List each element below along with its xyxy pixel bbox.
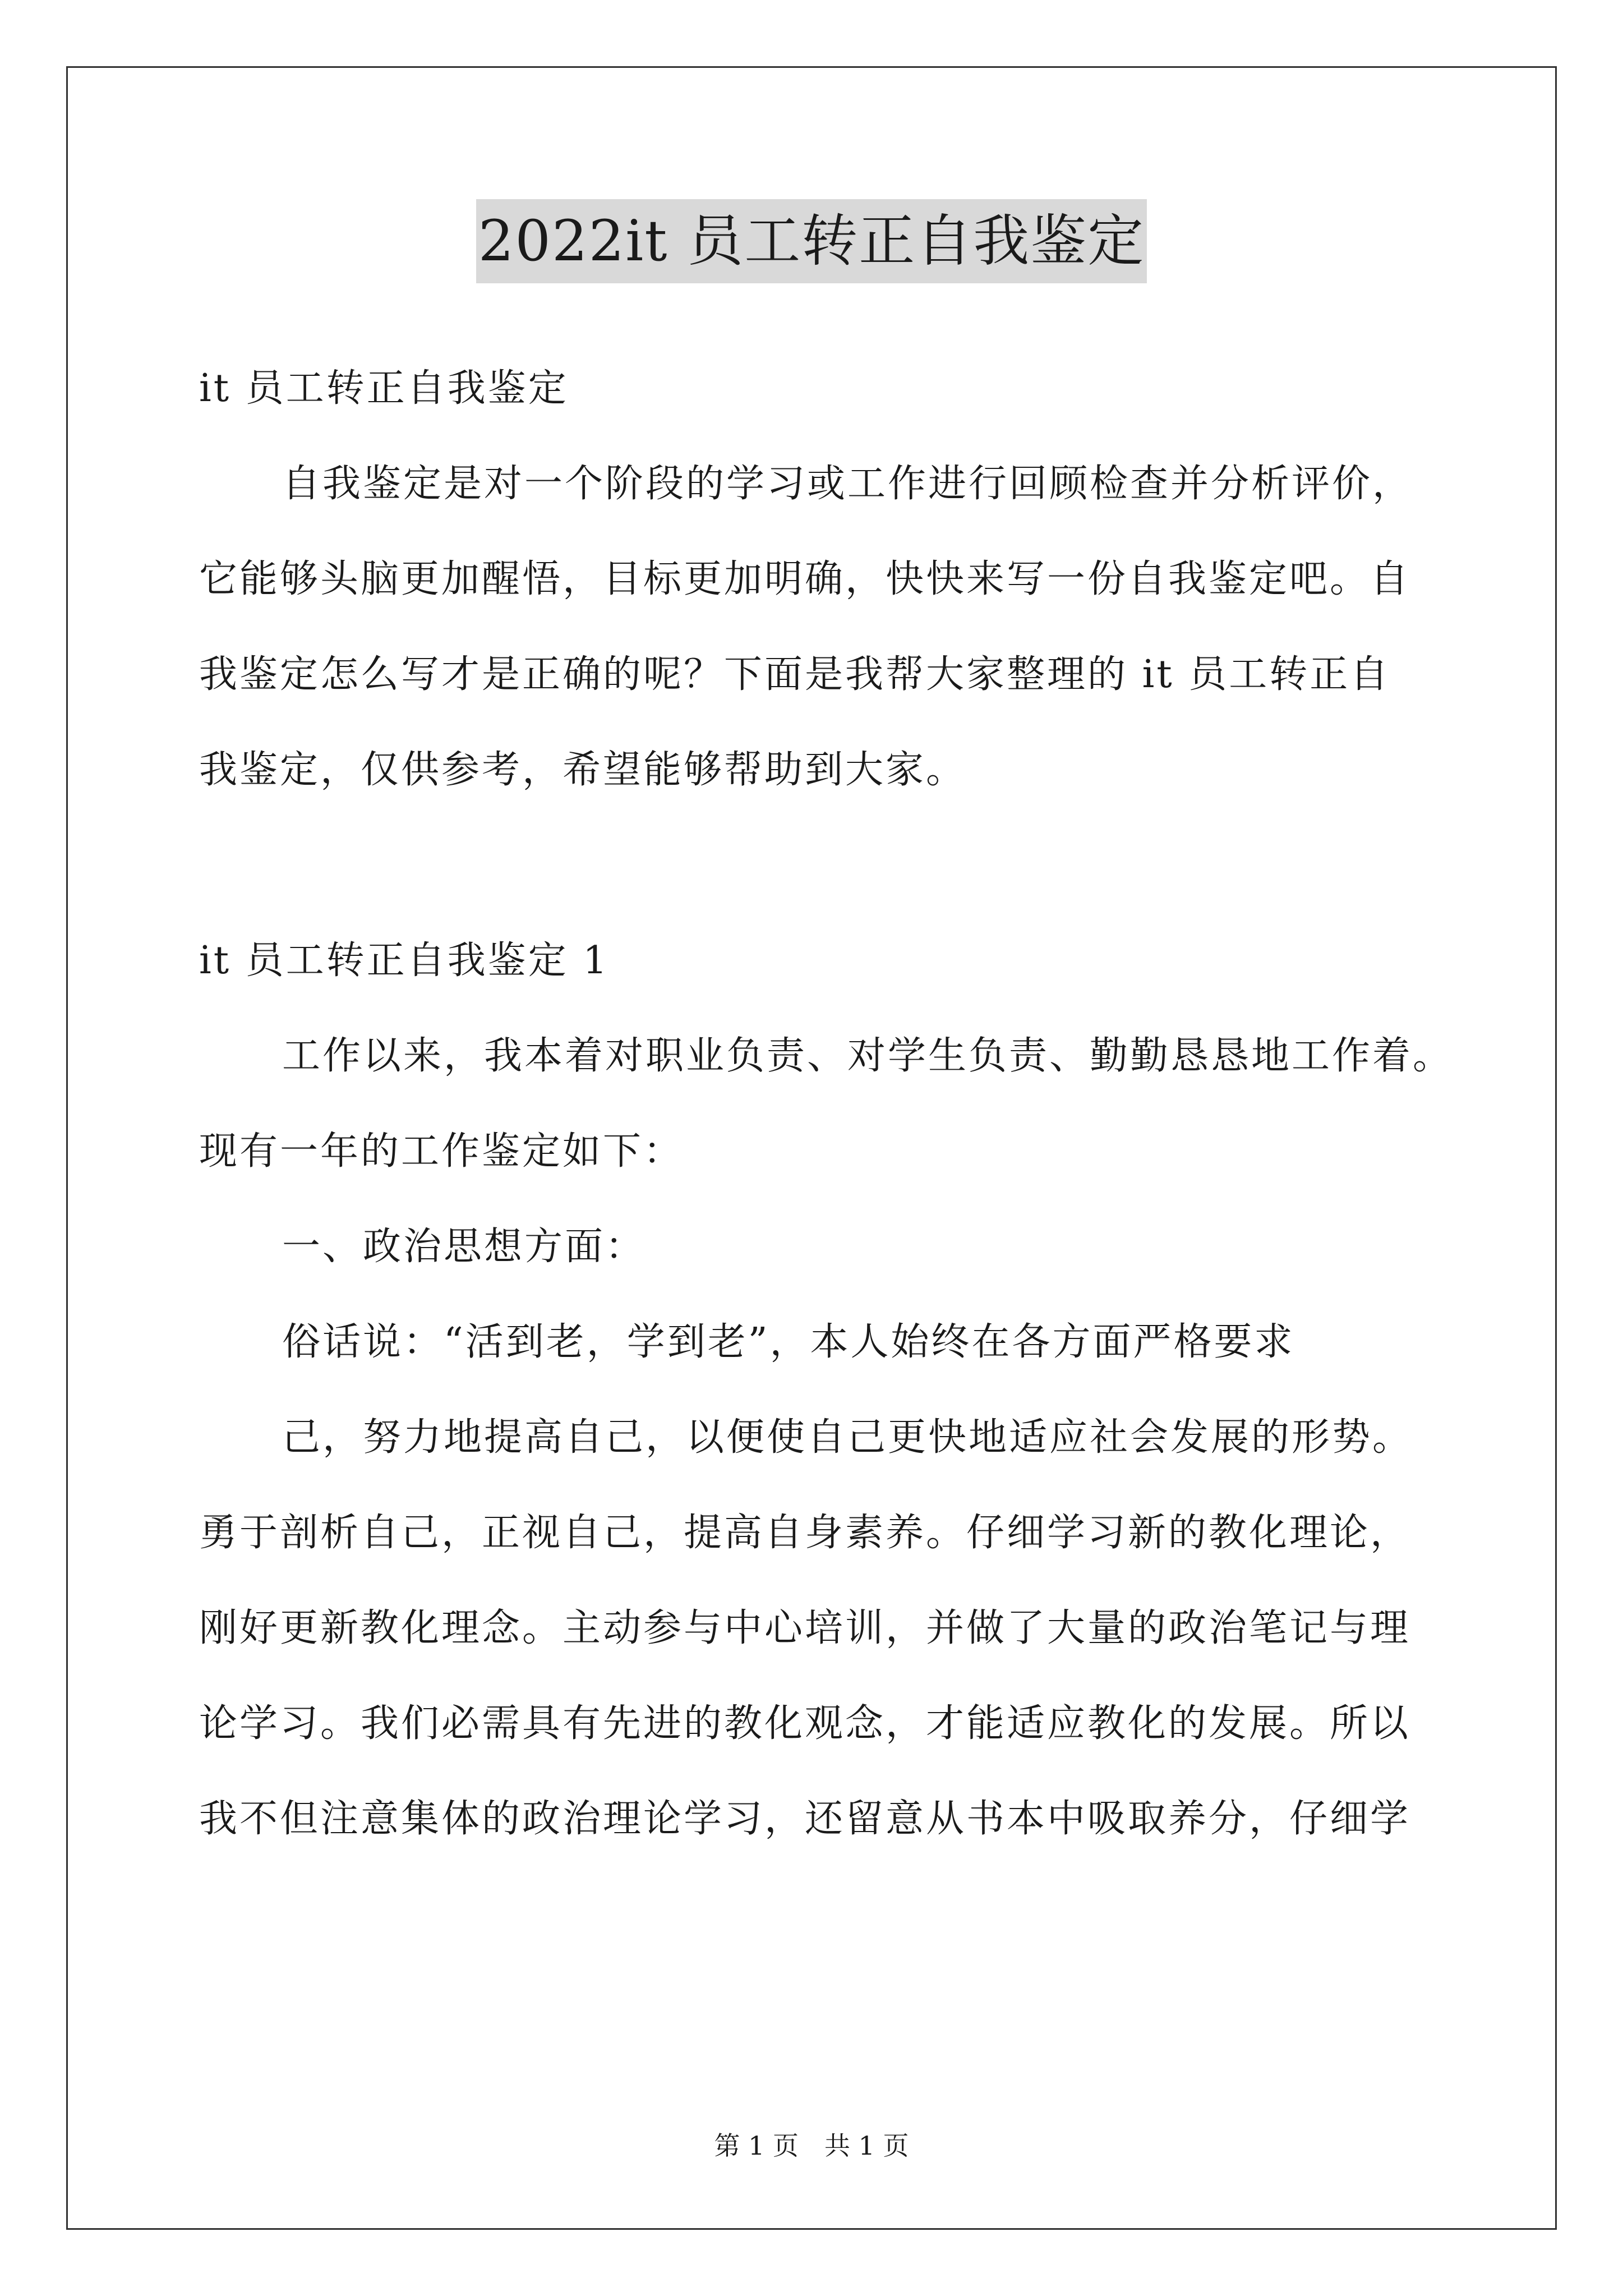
paragraph-gap: [199, 818, 1461, 913]
text-line: 一、政治思想方面：: [282, 1225, 646, 1269]
text-line: 我鉴定，仅供参考，希望能够帮助到大家。: [199, 748, 967, 792]
page-footer: 第 1 页 共 1 页: [714, 2131, 909, 2161]
text-line: 我不但注意集体的政治理论学习，还留意从书本中吸取养分，仔细学: [199, 1797, 1411, 1841]
text-line: 刚好更新教化理念。主动参与中心培训，并做了大量的政治笔记与理: [199, 1606, 1411, 1650]
title-area: [0, 199, 1623, 283]
text-line: 它能够头脑更加醒悟，目标更加明确，快快来写一份自我鉴定吧。自: [199, 557, 1411, 601]
text-line: 勇于剖析自己，正视自己，提高自身素养。仔细学习新的教化理论，: [199, 1511, 1411, 1555]
text-line: 我鉴定怎么写才是正确的呢？下面是我帮大家整理的 it 员工转正自: [199, 652, 1391, 697]
text-line: 现有一年的工作鉴定如下：: [199, 1129, 684, 1174]
text-line: 己，努力地提高自己，以便使自己更快地适应社会发展的形势。: [282, 1415, 1413, 1460]
text-line: 工作以来，我本着对职业负责、对学生负责、勤勤恳恳地工作着。: [282, 1034, 1454, 1078]
text-line: 自我鉴定是对一个阶段的学习或工作进行回顾检查并分析评价，: [282, 462, 1413, 506]
text-line: it 员工转正自我鉴定: [199, 366, 569, 411]
text-line: 俗话说：“活到老，学到老”，本人始终在各方面严格要求: [282, 1320, 1295, 1364]
text-line: it 员工转正自我鉴定 1: [199, 938, 610, 983]
text-line: 论学习。我们必需具有先进的教化观念，才能适应教化的发展。所以: [199, 1701, 1411, 1746]
document-title: 2022it 员工转正自我鉴定: [476, 199, 1147, 283]
document-body: [199, 341, 1461, 1867]
